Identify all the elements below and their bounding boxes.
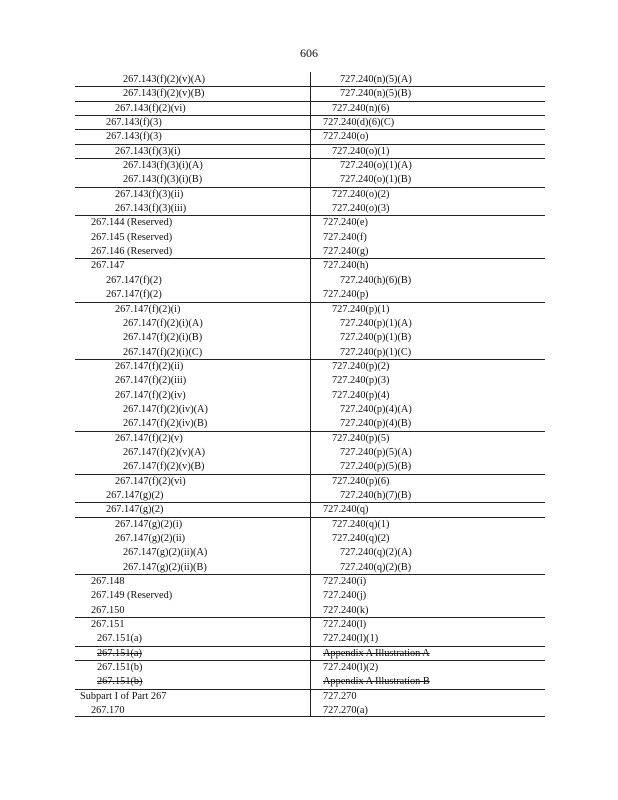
part-727-citation: 727.240(o) xyxy=(323,131,369,143)
table-row xyxy=(75,502,545,516)
table-row xyxy=(75,617,545,631)
column-divider xyxy=(310,359,311,373)
table-row xyxy=(75,316,545,330)
part-267-citation: 267.147(g)(2)(ii)(A) xyxy=(123,547,208,559)
table-row xyxy=(75,172,545,186)
column-divider xyxy=(310,201,311,215)
part-727-citation: 727.240(h)(7)(B) xyxy=(340,489,412,501)
column-divider xyxy=(310,101,311,115)
column-divider xyxy=(310,459,311,473)
part-727-citation: 727.240(p)(5)(A) xyxy=(340,446,412,458)
table-row xyxy=(75,144,545,158)
table-row xyxy=(75,517,545,531)
column-divider xyxy=(310,302,311,316)
part-267-citation: 267.151 xyxy=(91,619,125,631)
table-row xyxy=(75,431,545,445)
part-267-citation: 267.144 (Reserved) xyxy=(91,217,173,229)
table-row xyxy=(75,244,545,258)
part-727-citation: 727.240(p)(4)(B) xyxy=(340,418,412,430)
part-727-citation: 727.240(p)(2) xyxy=(332,360,390,372)
part-267-citation: 267.147(f)(2)(v)(B) xyxy=(123,461,205,473)
table-row xyxy=(75,86,545,100)
column-divider xyxy=(310,287,311,301)
column-divider xyxy=(310,172,311,186)
column-divider xyxy=(310,402,311,416)
column-divider xyxy=(310,373,311,387)
table-row xyxy=(75,158,545,172)
column-divider xyxy=(310,560,311,574)
part-267-citation: 267.151(b) xyxy=(97,662,143,674)
part-267-citation: 267.147(f)(2)(i)(A) xyxy=(123,317,203,329)
table-row xyxy=(75,660,545,674)
part-727-citation: 727.240(q)(1) xyxy=(332,518,390,530)
part-267-citation: Subpart I of Part 267 xyxy=(80,690,167,702)
table-row xyxy=(75,531,545,545)
part-727-citation: 727.240(i) xyxy=(323,576,367,588)
column-divider xyxy=(310,215,311,229)
part-727-citation: 727.240(h) xyxy=(323,260,369,272)
part-727-citation: 727.240(p)(5)(B) xyxy=(340,461,412,473)
part-267-citation: 267.143(f)(3)(iii) xyxy=(115,203,187,215)
part-267-citation: 267.147(g)(2) xyxy=(106,504,164,516)
part-727-citation: 727.240(n)(5)(A) xyxy=(340,74,412,85)
column-divider xyxy=(310,574,311,588)
part-727-citation: 727.240(q) xyxy=(323,504,369,516)
column-divider xyxy=(310,345,311,359)
table-row xyxy=(75,689,545,703)
column-divider xyxy=(310,144,311,158)
part-267-citation: 267.147(f)(2)(vi) xyxy=(115,475,186,487)
part-267-citation: 267.143(f)(3) xyxy=(106,117,162,129)
column-divider xyxy=(310,631,311,645)
part-727-citation: 727.240(p)(1) xyxy=(332,303,390,315)
part-727-citation: Appendix A Illustration B xyxy=(323,676,430,688)
part-267-citation: 267.147(f)(2)(i)(B) xyxy=(123,332,203,344)
part-727-citation: 727.240(l)(1) xyxy=(323,633,379,645)
page-number: 606 xyxy=(300,46,318,60)
table-row xyxy=(75,345,545,359)
part-727-citation: 727.240(p)(4)(A) xyxy=(340,403,412,415)
table-row xyxy=(75,488,545,502)
part-267-citation: 267.147(f)(2)(iii) xyxy=(115,375,187,387)
part-727-citation: 727.240(f) xyxy=(323,231,367,243)
part-727-citation: 727.240(p)(1)(A) xyxy=(340,317,412,329)
part-727-citation: 727.240(e) xyxy=(323,217,368,229)
part-727-citation: 727.240(j) xyxy=(323,590,367,602)
column-divider xyxy=(310,230,311,244)
column-divider xyxy=(310,158,311,172)
table-row xyxy=(75,330,545,344)
part-267-citation: 267.143(f)(3)(i)(B) xyxy=(123,174,203,186)
table-row xyxy=(75,674,545,688)
column-divider xyxy=(310,603,311,617)
column-divider xyxy=(310,474,311,488)
table-row xyxy=(75,230,545,244)
part-267-citation: 267.150 xyxy=(91,604,125,616)
table-row xyxy=(75,560,545,574)
part-267-citation: 267.143(f)(2)(v)(A) xyxy=(123,74,206,85)
column-divider xyxy=(310,258,311,272)
part-727-citation: 727.240(q)(2)(A) xyxy=(340,547,412,559)
part-727-citation: 727.240(n)(5)(B) xyxy=(340,88,412,100)
column-divider xyxy=(310,674,311,688)
part-267-citation: 267.147(f)(2)(iv)(A) xyxy=(123,403,208,415)
column-divider xyxy=(310,502,311,516)
column-divider xyxy=(310,330,311,344)
column-divider xyxy=(310,531,311,545)
part-727-citation: 727.240(l) xyxy=(323,619,367,631)
part-727-citation: 727.270(a) xyxy=(323,705,368,717)
column-divider xyxy=(310,129,311,143)
table-row xyxy=(75,545,545,559)
part-727-citation: 727.240(h)(6)(B) xyxy=(340,274,412,286)
table-row xyxy=(75,474,545,488)
table-row xyxy=(75,101,545,115)
column-divider xyxy=(310,388,311,402)
part-267-citation: 267.147(f)(2)(ii) xyxy=(115,360,184,372)
part-267-citation: 267.147(f)(2) xyxy=(106,289,162,301)
part-727-citation: 727.240(q)(2) xyxy=(332,533,390,544)
table-row xyxy=(75,302,545,316)
column-divider xyxy=(310,273,311,287)
cross-reference-table xyxy=(75,72,545,717)
part-727-citation: 727.240(p)(1)(C) xyxy=(340,346,412,358)
column-divider xyxy=(310,703,311,717)
part-267-citation: 267.147 xyxy=(91,260,125,272)
part-727-citation: 727.240(o)(1)(B) xyxy=(340,174,412,186)
table-row xyxy=(75,115,545,129)
table-row xyxy=(75,703,545,717)
table-row xyxy=(75,445,545,459)
table-row xyxy=(75,373,545,387)
part-267-citation: 267.148 xyxy=(91,576,125,588)
part-727-citation: 727.240(p)(3) xyxy=(332,375,390,387)
part-267-citation: 267.149 (Reserved) xyxy=(91,590,173,602)
part-727-citation: 727.240(q)(2)(B) xyxy=(340,561,412,573)
part-727-citation: 727.240(n)(6) xyxy=(332,102,390,114)
part-267-citation: 267.146 (Reserved) xyxy=(91,246,173,258)
part-267-citation: 267.147(g)(2)(i) xyxy=(115,518,183,530)
part-267-citation: 267.147(g)(2)(ii) xyxy=(115,533,186,544)
part-267-citation: 267.147(g)(2)(ii)(B) xyxy=(123,561,207,573)
table-row xyxy=(75,129,545,143)
part-267-citation: 267.147(f)(2)(v) xyxy=(115,432,183,444)
column-divider xyxy=(310,416,311,430)
part-267-citation: 267.151(a) xyxy=(97,633,142,645)
column-divider xyxy=(310,617,311,631)
part-727-citation: Appendix A Illustration A xyxy=(323,647,430,659)
column-divider xyxy=(310,646,311,660)
part-267-citation: 267.147(g)(2) xyxy=(106,489,164,501)
table-row xyxy=(75,273,545,287)
column-divider xyxy=(310,72,311,86)
table-row xyxy=(75,574,545,588)
table-row xyxy=(75,646,545,660)
part-727-citation: 727.240(k) xyxy=(323,604,369,616)
column-divider xyxy=(310,445,311,459)
part-727-citation: 727.240(l)(2) xyxy=(323,662,379,674)
column-divider xyxy=(310,115,311,129)
column-divider xyxy=(310,517,311,531)
table-row xyxy=(75,416,545,430)
part-267-citation: 267.143(f)(3)(i)(A) xyxy=(123,160,203,172)
column-divider xyxy=(310,187,311,201)
part-727-citation: 727.240(p)(6) xyxy=(332,475,390,487)
column-divider xyxy=(310,488,311,502)
part-267-citation: 267.151(b) xyxy=(97,676,143,688)
part-727-citation: 727.240(p)(5) xyxy=(332,432,390,444)
part-267-citation: 267.147(f)(2)(iv)(B) xyxy=(123,418,208,430)
table-row xyxy=(75,459,545,473)
column-divider xyxy=(310,86,311,100)
part-727-citation: 727.240(o)(3) xyxy=(332,203,390,215)
table-row xyxy=(75,631,545,645)
part-267-citation: 267.145 (Reserved) xyxy=(91,231,173,243)
part-267-citation: 267.143(f)(2)(v)(B) xyxy=(123,88,205,100)
part-727-citation: 727.240(p)(1)(B) xyxy=(340,332,412,344)
column-divider xyxy=(310,660,311,674)
table-row xyxy=(75,287,545,301)
part-267-citation: 267.147(f)(2)(i)(C) xyxy=(123,346,203,358)
column-divider xyxy=(310,689,311,703)
table-row xyxy=(75,215,545,229)
part-267-citation: 267.170 xyxy=(91,705,125,717)
part-727-citation: 727.240(g) xyxy=(323,246,369,258)
part-267-citation: 267.147(f)(2)(v)(A) xyxy=(123,446,206,458)
table-row xyxy=(75,258,545,272)
column-divider xyxy=(310,545,311,559)
table-row xyxy=(75,72,545,86)
part-727-citation: 727.240(p) xyxy=(323,289,369,301)
table-row xyxy=(75,388,545,402)
part-727-citation: 727.240(p)(4) xyxy=(332,389,390,401)
table-row xyxy=(75,187,545,201)
part-727-citation: 727.240(o)(2) xyxy=(332,188,390,200)
table-row xyxy=(75,359,545,373)
table-row xyxy=(75,588,545,602)
part-727-citation: 727.240(d)(6)(C) xyxy=(323,117,395,129)
part-267-citation: 267.147(f)(2)(iv) xyxy=(115,389,186,401)
part-267-citation: 267.147(f)(2)(i) xyxy=(115,303,181,315)
column-divider xyxy=(310,244,311,258)
column-divider xyxy=(310,588,311,602)
table-row xyxy=(75,201,545,215)
part-727-citation: 727.270 xyxy=(323,690,357,702)
table-row xyxy=(75,603,545,617)
part-727-citation: 727.240(o)(1) xyxy=(332,145,390,157)
part-267-citation: 267.143(f)(2)(vi) xyxy=(115,102,186,114)
part-267-citation: 267.143(f)(3)(ii) xyxy=(115,188,184,200)
part-267-citation: 267.147(f)(2) xyxy=(106,274,162,286)
part-267-citation: 267.143(f)(3) xyxy=(106,131,162,143)
column-divider xyxy=(310,316,311,330)
table-row xyxy=(75,402,545,416)
part-727-citation: 727.240(o)(1)(A) xyxy=(340,160,412,172)
column-divider xyxy=(310,431,311,445)
part-267-citation: 267.151(a) xyxy=(97,647,142,659)
part-267-citation: 267.143(f)(3)(i) xyxy=(115,145,181,157)
